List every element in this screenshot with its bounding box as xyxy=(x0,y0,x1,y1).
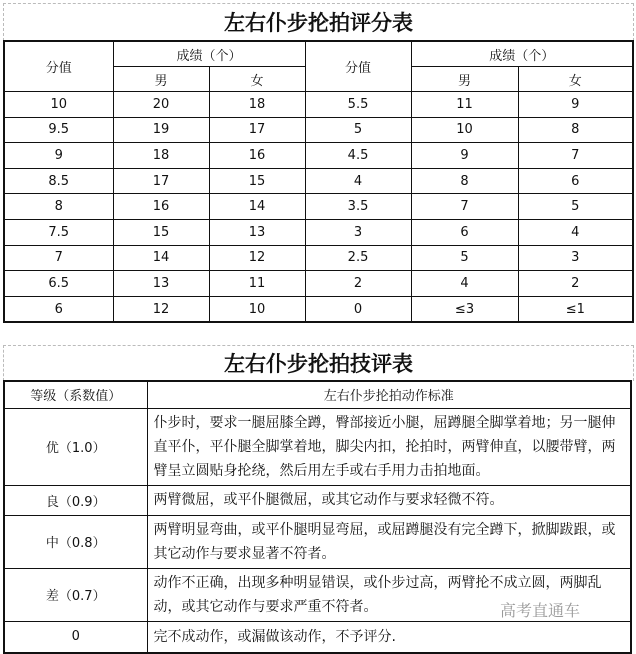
table-cell: 17 xyxy=(209,117,305,143)
table-cell: ≤3 xyxy=(411,296,518,322)
table-cell: 4 xyxy=(518,219,633,245)
table-row xyxy=(4,168,633,194)
table-cell: 0 xyxy=(305,296,411,322)
table-row xyxy=(4,194,633,220)
table-row xyxy=(4,92,633,118)
grade-cell: 中（0.8） xyxy=(4,515,147,568)
header-female: 女 xyxy=(209,67,305,92)
watermark: 高考直通车 xyxy=(500,601,581,620)
table-cell: 7 xyxy=(518,143,633,169)
table-cell: 13 xyxy=(209,219,305,245)
table-cell: 8 xyxy=(518,117,633,143)
table-row xyxy=(4,117,633,143)
header-male: 男 xyxy=(411,67,518,92)
table-row xyxy=(4,485,631,515)
table-cell: 6 xyxy=(4,296,113,322)
standard-cell: 两臂明显弯曲，或平仆腿明显弯屈，或屈蹲腿没有完全蹲下，掀脚跋跟，或其它动作与要求显著不符者。 xyxy=(147,515,631,568)
table-row xyxy=(4,408,631,485)
table-cell: 4 xyxy=(411,271,518,297)
standard-cell: 两臂微屈，或平仆腿微屈，或其它动作与要求轻微不符。 xyxy=(147,485,631,515)
table-cell: 10 xyxy=(411,117,518,143)
table-row xyxy=(4,515,631,568)
table-cell: 4 xyxy=(305,168,411,194)
table-cell: 9.5 xyxy=(4,117,113,143)
table-cell: 3.5 xyxy=(305,194,411,220)
table-row xyxy=(4,296,633,322)
table-cell: 12 xyxy=(113,296,209,322)
table-cell: 9 xyxy=(411,143,518,169)
header-result: 成绩（个） xyxy=(411,41,633,67)
header-score: 分值 xyxy=(305,41,411,92)
table-cell: 17 xyxy=(113,168,209,194)
table-cell: 5 xyxy=(305,117,411,143)
table-cell: 6 xyxy=(518,168,633,194)
table-cell: 2 xyxy=(305,271,411,297)
table-row xyxy=(4,621,631,653)
table-cell: 9 xyxy=(4,143,113,169)
header-score: 分值 xyxy=(4,41,113,92)
table-cell: 14 xyxy=(209,194,305,220)
header-result: 成绩（个） xyxy=(113,41,305,67)
table-cell: 14 xyxy=(113,245,209,271)
table-cell: 4.5 xyxy=(305,143,411,169)
table-row xyxy=(4,271,633,297)
grade-cell: 差（0.7） xyxy=(4,568,147,621)
grade-cell: 良（0.9） xyxy=(4,485,147,515)
table-cell: 10 xyxy=(209,296,305,322)
header-standard: 左右仆步抡拍动作标准 xyxy=(147,381,631,408)
score-table xyxy=(3,40,634,323)
standard-cell: 仆步时，要求一腿屈膝全蹲，臀部接近小腿，屈蹲腿全脚掌着地；另一腿伸直平仆，平仆腿全脚掌着地，脚尖内扣，抡拍时，两臂伸直，以腰带臂，两臂呈立圆贴身抡绕，然后用左手或右手用力击拍地面。 xyxy=(147,408,631,485)
table-cell: 16 xyxy=(113,194,209,220)
standard-cell: 动作不正确，出现多种明显错误，或仆步过高，两臂抡不成立圆，两脚乱动，或其它动作与要求严重不符者。 xyxy=(147,568,631,621)
table-cell: 7.5 xyxy=(4,219,113,245)
table-cell: ≤1 xyxy=(518,296,633,322)
table-cell: 19 xyxy=(113,117,209,143)
table-cell: 8 xyxy=(4,194,113,220)
table-cell: 20 xyxy=(113,92,209,118)
table-cell: 8.5 xyxy=(4,168,113,194)
table-cell: 8 xyxy=(411,168,518,194)
score-table-title: 左右仆步抡拍评分表 xyxy=(3,3,634,41)
tech-table-title: 左右仆步抡拍技评表 xyxy=(3,345,634,381)
table-cell: 5 xyxy=(411,245,518,271)
table-cell: 2.5 xyxy=(305,245,411,271)
table-cell: 15 xyxy=(113,219,209,245)
table-cell: 12 xyxy=(209,245,305,271)
table-cell: 7 xyxy=(411,194,518,220)
table-row xyxy=(4,143,633,169)
table-cell: 6 xyxy=(411,219,518,245)
table-cell: 18 xyxy=(209,92,305,118)
grade-cell: 0 xyxy=(4,621,147,653)
table-cell: 6.5 xyxy=(4,271,113,297)
table-cell: 7 xyxy=(4,245,113,271)
table-cell: 5 xyxy=(518,194,633,220)
table-cell: 3 xyxy=(518,245,633,271)
table-cell: 9 xyxy=(518,92,633,118)
table-cell: 5.5 xyxy=(305,92,411,118)
table-cell: 11 xyxy=(209,271,305,297)
table-row xyxy=(4,219,633,245)
table-cell: 2 xyxy=(518,271,633,297)
grade-cell: 优（1.0） xyxy=(4,408,147,485)
table-cell: 16 xyxy=(209,143,305,169)
table-cell: 15 xyxy=(209,168,305,194)
table-row xyxy=(4,245,633,271)
table-cell: 13 xyxy=(113,271,209,297)
header-female: 女 xyxy=(518,67,633,92)
table-cell: 18 xyxy=(113,143,209,169)
header-grade: 等级（系数值） xyxy=(4,381,147,408)
table-cell: 10 xyxy=(4,92,113,118)
table-cell: 3 xyxy=(305,219,411,245)
header-male: 男 xyxy=(113,67,209,92)
standard-cell: 完不成动作，或漏做该动作，不予评分. xyxy=(147,621,631,653)
table-cell: 11 xyxy=(411,92,518,118)
